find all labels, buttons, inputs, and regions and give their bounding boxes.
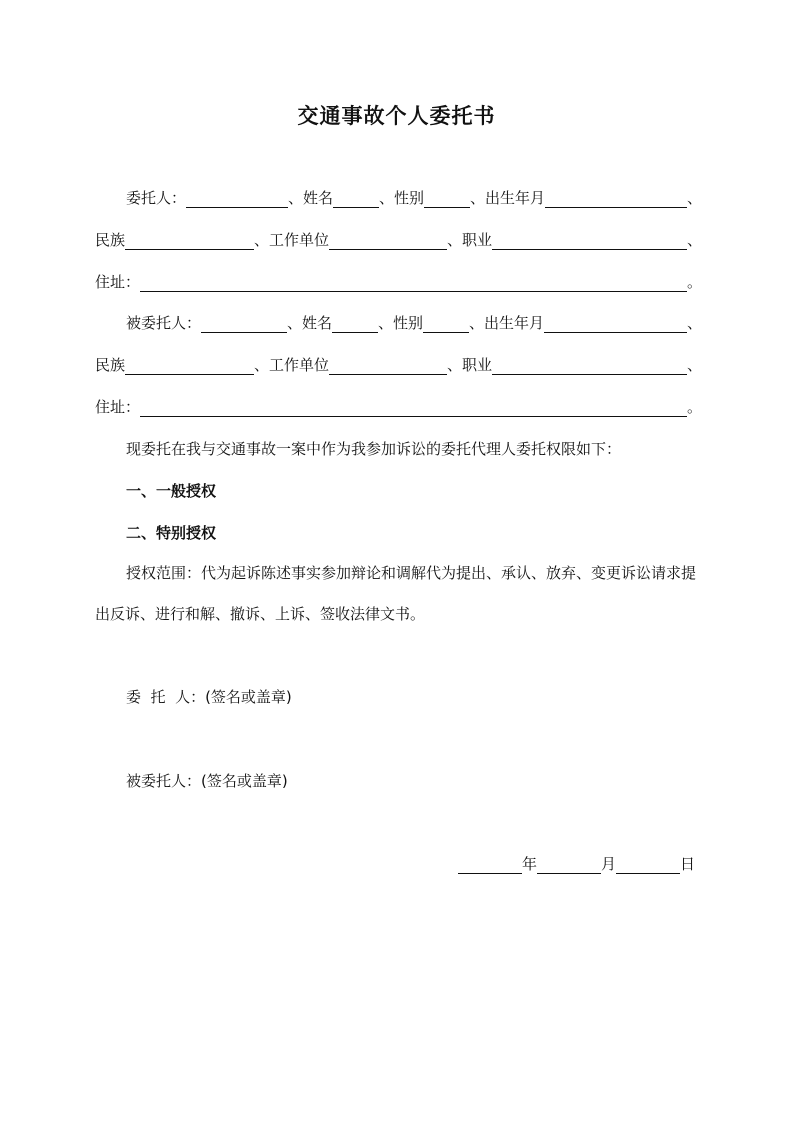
section-special [126,521,702,543]
ethnicity-label: 民族 [95,231,126,249]
agent-signature [126,770,288,791]
principal-label: 委托人： [126,189,187,207]
principal-gender-field[interactable] [424,193,470,208]
line-end-comma: 、 [686,356,702,374]
principal-line-1 [126,186,702,208]
address-label: 住址： [95,273,141,291]
workplace-label: 、工作单位 [254,231,330,249]
agent-workplace-field[interactable] [329,360,447,375]
agent-line-1 [126,311,702,333]
agent-gender-field[interactable] [423,318,469,333]
principal-line-3 [95,270,702,292]
year-field[interactable] [458,859,522,874]
line-end-comma: 、 [686,189,702,207]
principal-address-field[interactable] [140,277,687,292]
agent-field[interactable] [201,318,287,333]
line-end-comma: 、 [686,231,702,249]
month-field[interactable] [537,859,601,874]
section-special-heading: 二、特别授权 [126,524,217,542]
agent-line-2 [95,353,702,375]
principal-ethnicity-field[interactable] [125,235,254,250]
section-general [126,479,702,501]
occupation-label: 、职业 [447,231,493,249]
workplace-label: 、工作单位 [254,356,330,374]
agent-address-field[interactable] [140,402,687,417]
gender-label: 、性别 [378,314,424,332]
agent-name-field[interactable] [332,318,378,333]
section-general-heading: 一、一般授权 [126,482,217,500]
agent-line-3 [95,395,702,417]
birth-label: 、出生年月 [469,314,545,332]
principal-name-field[interactable] [333,193,379,208]
date-line [458,852,695,874]
line-end-period: 。 [686,273,702,291]
year-label: 年 [522,855,538,873]
address-label: 住址： [95,398,141,416]
month-label: 月 [601,855,617,873]
intro-line [126,437,702,459]
agent-signature-label: 被委托人：(签名或盖章) [126,772,288,790]
intro-text: 现委托在我与交通事故一案中作为我参加诉讼的委托代理人委托权限如下： [126,440,622,458]
occupation-label: 、职业 [447,356,493,374]
principal-signature-label: 委 托 人：(签名或盖章) [126,688,292,706]
principal-workplace-field[interactable] [329,235,447,250]
line-end-period: 。 [686,398,702,416]
birth-label: 、出生年月 [470,189,546,207]
name-label: 、姓名 [288,189,334,207]
name-label: 、姓名 [287,314,333,332]
principal-signature [126,686,292,707]
agent-occupation-field[interactable] [492,360,687,375]
principal-birth-field[interactable] [545,193,687,208]
principal-field[interactable] [186,193,288,208]
day-field[interactable] [616,859,680,874]
agent-ethnicity-field[interactable] [125,360,254,375]
principal-line-2 [95,228,702,250]
agent-birth-field[interactable] [544,318,687,333]
scope-paragraph: 授权范围：代为起诉陈述事实参加辩论和调解代为提出、承认、放弃、变更诉讼请求提出反诉、进行和解、撤诉、上诉、签收法律文书。 [95,564,697,623]
ethnicity-label: 民族 [95,356,126,374]
agent-label: 被委托人： [126,314,202,332]
gender-label: 、性别 [379,189,425,207]
line-end-comma: 、 [686,314,702,332]
day-label: 日 [680,855,696,873]
document-title: 交通事故个人委托书 [297,103,496,128]
principal-occupation-field[interactable] [492,235,687,250]
